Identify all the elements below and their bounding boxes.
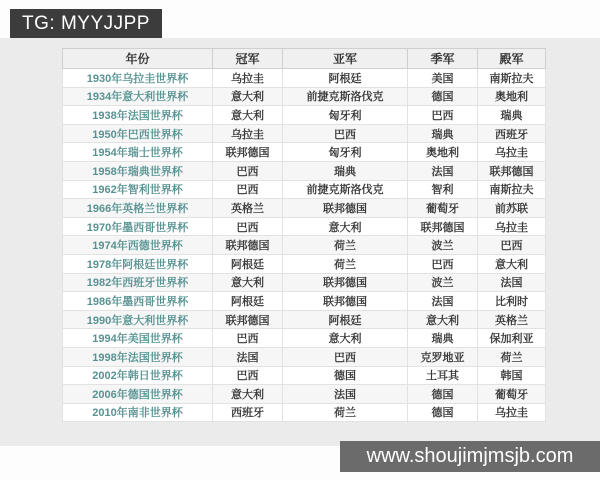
table-row <box>63 199 546 218</box>
table-row <box>63 310 546 329</box>
champion-cell: 巴西 <box>213 366 283 385</box>
runnerup-cell: 联邦德国 <box>283 292 408 311</box>
runnerup-cell: 巴西 <box>283 124 408 143</box>
champion-cell: 意大利 <box>213 106 283 125</box>
third-cell: 意大利 <box>408 310 478 329</box>
runnerup-cell: 意大利 <box>283 329 408 348</box>
champion-cell: 巴西 <box>213 180 283 199</box>
watermark-bottom-text: www.shoujimjmsjb.com <box>366 445 574 467</box>
fourth-cell: 葡萄牙 <box>478 385 546 404</box>
year-cell: 1962年智利世界杯 <box>63 180 213 199</box>
table-row <box>63 292 546 311</box>
year-cell: 2006年德国世界杯 <box>63 385 213 404</box>
fourth-cell: 英格兰 <box>478 310 546 329</box>
third-cell: 巴西 <box>408 106 478 125</box>
runnerup-cell: 联邦德国 <box>283 199 408 218</box>
third-cell: 智利 <box>408 180 478 199</box>
header-champion: 冠军 <box>213 49 283 69</box>
champion-cell: 乌拉圭 <box>213 124 283 143</box>
champion-cell: 意大利 <box>213 273 283 292</box>
year-cell: 1950年巴西世界杯 <box>63 124 213 143</box>
table-row <box>63 347 546 366</box>
champion-cell: 阿根廷 <box>213 254 283 273</box>
fourth-cell: 意大利 <box>478 254 546 273</box>
year-cell: 1978年阿根廷世界杯 <box>63 254 213 273</box>
year-cell: 1966年英格兰世界杯 <box>63 199 213 218</box>
fourth-cell: 韩国 <box>478 366 546 385</box>
fourth-cell: 荷兰 <box>478 347 546 366</box>
table-row <box>63 254 546 273</box>
runnerup-cell: 荷兰 <box>283 254 408 273</box>
champion-cell: 巴西 <box>213 161 283 180</box>
fourth-cell: 联邦德国 <box>478 161 546 180</box>
fourth-cell: 乌拉圭 <box>478 217 546 236</box>
third-cell: 波兰 <box>408 273 478 292</box>
third-cell: 巴西 <box>408 254 478 273</box>
fourth-cell: 前苏联 <box>478 199 546 218</box>
champion-cell: 联邦德国 <box>213 310 283 329</box>
third-cell: 德国 <box>408 87 478 106</box>
third-cell: 克罗地亚 <box>408 347 478 366</box>
runnerup-cell: 联邦德国 <box>283 273 408 292</box>
fourth-cell: 乌拉圭 <box>478 143 546 162</box>
header-year: 年份 <box>63 49 213 69</box>
table-row <box>63 236 546 255</box>
fourth-cell: 西班牙 <box>478 124 546 143</box>
table-row <box>63 273 546 292</box>
runnerup-cell: 匈牙利 <box>283 106 408 125</box>
year-cell: 1982年西班牙世界杯 <box>63 273 213 292</box>
table-header-row <box>63 49 546 69</box>
year-cell: 2010年南非世界杯 <box>63 403 213 422</box>
watermark-bottom <box>340 441 600 472</box>
third-cell: 瑞典 <box>408 329 478 348</box>
fourth-cell: 南斯拉夫 <box>478 180 546 199</box>
champion-cell: 联邦德国 <box>213 236 283 255</box>
worldcup-table <box>62 48 546 422</box>
third-cell: 波兰 <box>408 236 478 255</box>
runnerup-cell: 前捷克斯洛伐克 <box>283 180 408 199</box>
champion-cell: 法国 <box>213 347 283 366</box>
third-cell: 德国 <box>408 385 478 404</box>
runnerup-cell: 荷兰 <box>283 403 408 422</box>
third-cell: 瑞典 <box>408 124 478 143</box>
runnerup-cell: 法国 <box>283 385 408 404</box>
table-row <box>63 69 546 88</box>
third-cell: 土耳其 <box>408 366 478 385</box>
watermark-top <box>10 9 162 38</box>
table-row <box>63 366 546 385</box>
header-third: 季军 <box>408 49 478 69</box>
fourth-cell: 奥地利 <box>478 87 546 106</box>
champion-cell: 西班牙 <box>213 403 283 422</box>
runnerup-cell: 巴西 <box>283 347 408 366</box>
table-row <box>63 180 546 199</box>
fourth-cell: 巴西 <box>478 236 546 255</box>
third-cell: 美国 <box>408 69 478 88</box>
fourth-cell: 瑞典 <box>478 106 546 125</box>
champion-cell: 乌拉圭 <box>213 69 283 88</box>
fourth-cell: 南斯拉夫 <box>478 69 546 88</box>
year-cell: 1930年乌拉圭世界杯 <box>63 69 213 88</box>
champion-cell: 英格兰 <box>213 199 283 218</box>
year-cell: 1986年墨西哥世界杯 <box>63 292 213 311</box>
runnerup-cell: 匈牙利 <box>283 143 408 162</box>
year-cell: 1994年美国世界杯 <box>63 329 213 348</box>
champion-cell: 联邦德国 <box>213 143 283 162</box>
fourth-cell: 法国 <box>478 273 546 292</box>
year-cell: 1958年瑞典世界杯 <box>63 161 213 180</box>
third-cell: 德国 <box>408 403 478 422</box>
champion-cell: 巴西 <box>213 217 283 236</box>
fourth-cell: 保加利亚 <box>478 329 546 348</box>
champion-cell: 意大利 <box>213 385 283 404</box>
header-runnerup: 亚军 <box>283 49 408 69</box>
table-row <box>63 403 546 422</box>
third-cell: 奥地利 <box>408 143 478 162</box>
fourth-cell: 乌拉圭 <box>478 403 546 422</box>
fourth-cell: 比利时 <box>478 292 546 311</box>
third-cell: 法国 <box>408 292 478 311</box>
table-row <box>63 217 546 236</box>
year-cell: 1998年法国世界杯 <box>63 347 213 366</box>
year-cell: 2002年韩日世界杯 <box>63 366 213 385</box>
watermark-top-text: TG: MYYJJPP <box>22 12 150 34</box>
third-cell: 联邦德国 <box>408 217 478 236</box>
header-fourth: 殿军 <box>478 49 546 69</box>
table-row <box>63 143 546 162</box>
runnerup-cell: 荷兰 <box>283 236 408 255</box>
year-cell: 1938年法国世界杯 <box>63 106 213 125</box>
year-cell: 1990年意大利世界杯 <box>63 310 213 329</box>
champion-cell: 巴西 <box>213 329 283 348</box>
table-row <box>63 161 546 180</box>
champion-cell: 阿根廷 <box>213 292 283 311</box>
champion-cell: 意大利 <box>213 87 283 106</box>
third-cell: 法国 <box>408 161 478 180</box>
runnerup-cell: 阿根廷 <box>283 69 408 88</box>
third-cell: 葡萄牙 <box>408 199 478 218</box>
year-cell: 1954年瑞士世界杯 <box>63 143 213 162</box>
table-row <box>63 329 546 348</box>
year-cell: 1974年西德世界杯 <box>63 236 213 255</box>
table-row <box>63 87 546 106</box>
table-body <box>63 69 546 422</box>
runnerup-cell: 意大利 <box>283 217 408 236</box>
runnerup-cell: 阿根廷 <box>283 310 408 329</box>
table-row <box>63 385 546 404</box>
table-row <box>63 106 546 125</box>
runnerup-cell: 瑞典 <box>283 161 408 180</box>
worldcup-table-container <box>62 48 545 422</box>
runnerup-cell: 德国 <box>283 366 408 385</box>
runnerup-cell: 前捷克斯洛伐克 <box>283 87 408 106</box>
table-row <box>63 124 546 143</box>
year-cell: 1970年墨西哥世界杯 <box>63 217 213 236</box>
year-cell: 1934年意大利世界杯 <box>63 87 213 106</box>
